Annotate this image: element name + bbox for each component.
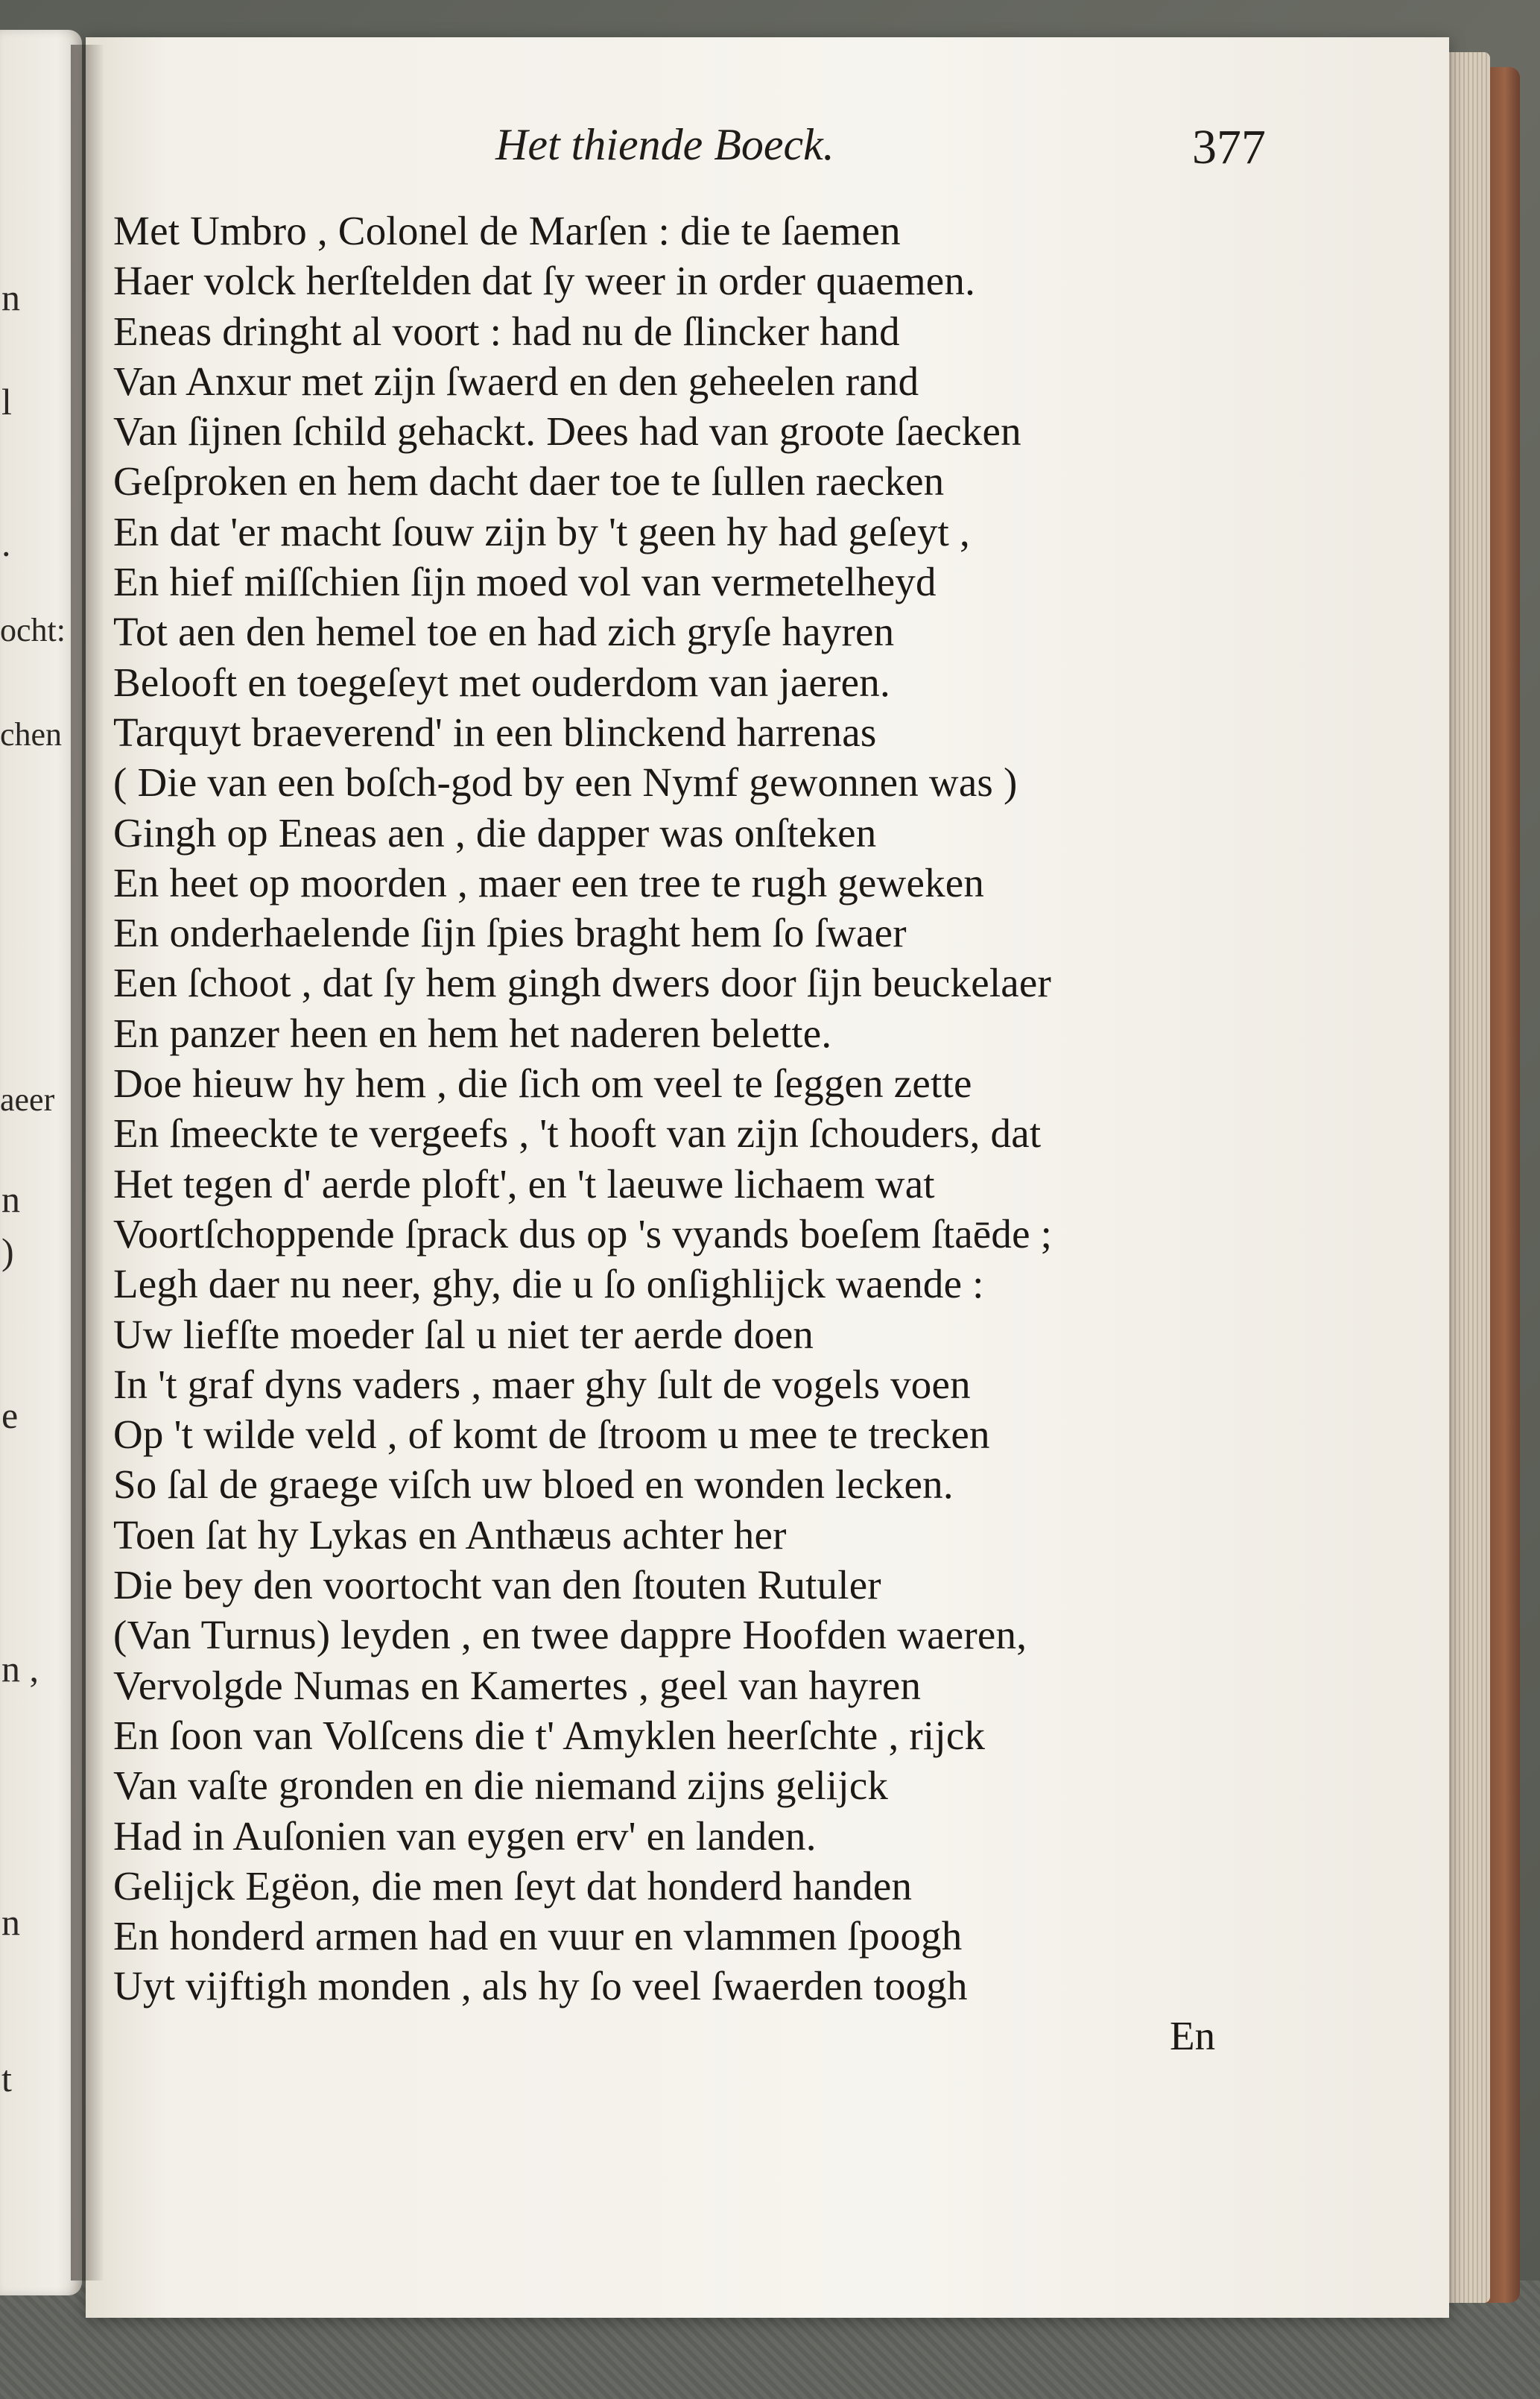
left-page-fragment: n — [1, 1178, 20, 1220]
verse-line: Had in Auſonien van eygen erv' en landen. — [113, 1812, 817, 1859]
verse-line: Op 't wilde veld , of komt de ſtroom u mee te trecken — [113, 1412, 990, 1458]
verse-line: Gingh op Eneas aen , die dapper was onſteken — [113, 809, 877, 856]
page-number: 377 — [1192, 120, 1266, 174]
verse-line: En heet op moorden , maer een tree te rugh geweken — [113, 859, 985, 905]
verse-line: En ſmeeckte te vergeefs , 't hooft van zijn ſchouders, dat — [113, 1110, 1042, 1157]
left-page-fragment: ocht: — [0, 612, 66, 648]
verse-line: So ſal de graege viſch uw bloed en wonden lecken. — [113, 1461, 954, 1508]
left-page-fragment: ) — [1, 1230, 14, 1272]
verse-line: Een ſchoot , dat ſy hem gingh dwers door ſijn beuckelaer — [113, 960, 1052, 1006]
left-page-fragment: e — [1, 1394, 19, 1436]
verse-line: En hief miſſchien ſijn moed vol van vermetelheyd — [113, 559, 937, 605]
verse-line: En honderd armen had en vuur en vlammen ſpoogh — [113, 1913, 963, 1959]
verse-line: Met Umbro , Colonel de Marſen : die te ſaemen — [113, 208, 901, 253]
verse-line: Voortſchoppende ſprack dus op 's vyands boeſem ſtaēde ; — [113, 1210, 1053, 1257]
verse-line: Uw liefſte moeder ſal u niet ter aerde doen — [113, 1311, 814, 1357]
verse-line: En onderhaelende ſijn ſpies braght hem ſo ſwaer — [113, 910, 907, 956]
verse-line: Van vaſte gronden en die niemand zijns gelijck — [113, 1763, 889, 1809]
verse-line: Vervolgde Numas en Kamertes , geel van hayren — [113, 1662, 922, 1708]
verse-line: Toen ſat hy Lykas en Anthæus achter her — [113, 1511, 787, 1558]
left-page-fragment: n — [1, 1901, 20, 1943]
verse-line: Eneas dringht al voort : had nu de ſlincker hand — [113, 308, 900, 354]
verse-line: Tot aen den hemel toe en had zich gryſe hayren — [113, 609, 895, 655]
verse-line: En ſoon van Volſcens die t' Amyklen heerſchte , rijck — [113, 1712, 986, 1758]
verse-line: Legh daer nu neer, ghy, die u ſo onſighlijck waende : — [113, 1261, 984, 1307]
gutter-shadow — [71, 45, 104, 2281]
left-page-fragment: chen — [0, 716, 63, 753]
left-page-fragment: aeer — [0, 1081, 55, 1118]
left-page-fragment: l — [1, 381, 12, 423]
verse-line: Gelijck Egëon, die men ſeyt dat honderd handen — [113, 1862, 913, 1909]
left-page — [0, 30, 82, 2295]
verse-line: In 't graf dyns vaders , maer ghy ſult de vogels voen — [113, 1361, 971, 1407]
verse-line: Geſproken en hem dacht daer toe te ſullen raecken — [113, 458, 945, 505]
catchword: En — [1170, 2013, 1216, 2058]
left-page-fragment: n — [1, 276, 20, 318]
verse-line: ( Die van een boſch-god by een Nymf gewonnen was ) — [113, 759, 1018, 806]
verse-line: En dat 'er macht ſouw zijn by 't geen hy had geſeyt , — [113, 508, 970, 554]
left-page-fragment: . — [1, 522, 11, 564]
verse-line: (Van Turnus) leyden , en twee dappre Hoofden waeren, — [113, 1612, 1027, 1658]
left-page-fragment: t — [1, 2058, 12, 2099]
verse-line: Die bey den voortocht van den ſtouten Rutuler — [113, 1562, 881, 1608]
verse-line: Het tegen d' aerde ploft', en 't laeuwe lichaem wat — [113, 1160, 935, 1207]
verse-line: Doe hieuw hy hem , die ſich om veel te ſeggen zette — [113, 1061, 972, 1107]
verse-line: Uyt vijftigh monden , als hy ſo veel ſwaerden toogh — [113, 1963, 968, 2009]
verse-line: Van Anxur met zijn ſwaerd en den geheelen rand — [113, 358, 919, 404]
verse-line: En panzer heen en hem het naderen belette. — [113, 1010, 832, 1056]
verse-line: Van ſijnen ſchild gehackt. Dees had van groote ſaecken — [113, 408, 1021, 455]
verse-text — [113, 206, 1276, 2011]
left-page-fragment: n , — [1, 1648, 39, 1690]
running-title: Het thiende Boeck. — [495, 120, 834, 169]
verse-line: Belooft en toegeſeyt met ouderdom van jaeren. — [113, 659, 890, 705]
verse-line: Tarquyt braeverend' in een blinckend harrenas — [113, 709, 877, 755]
verse-line: Haer volck herſtelden dat ſy weer in order quaemen. — [113, 258, 976, 304]
